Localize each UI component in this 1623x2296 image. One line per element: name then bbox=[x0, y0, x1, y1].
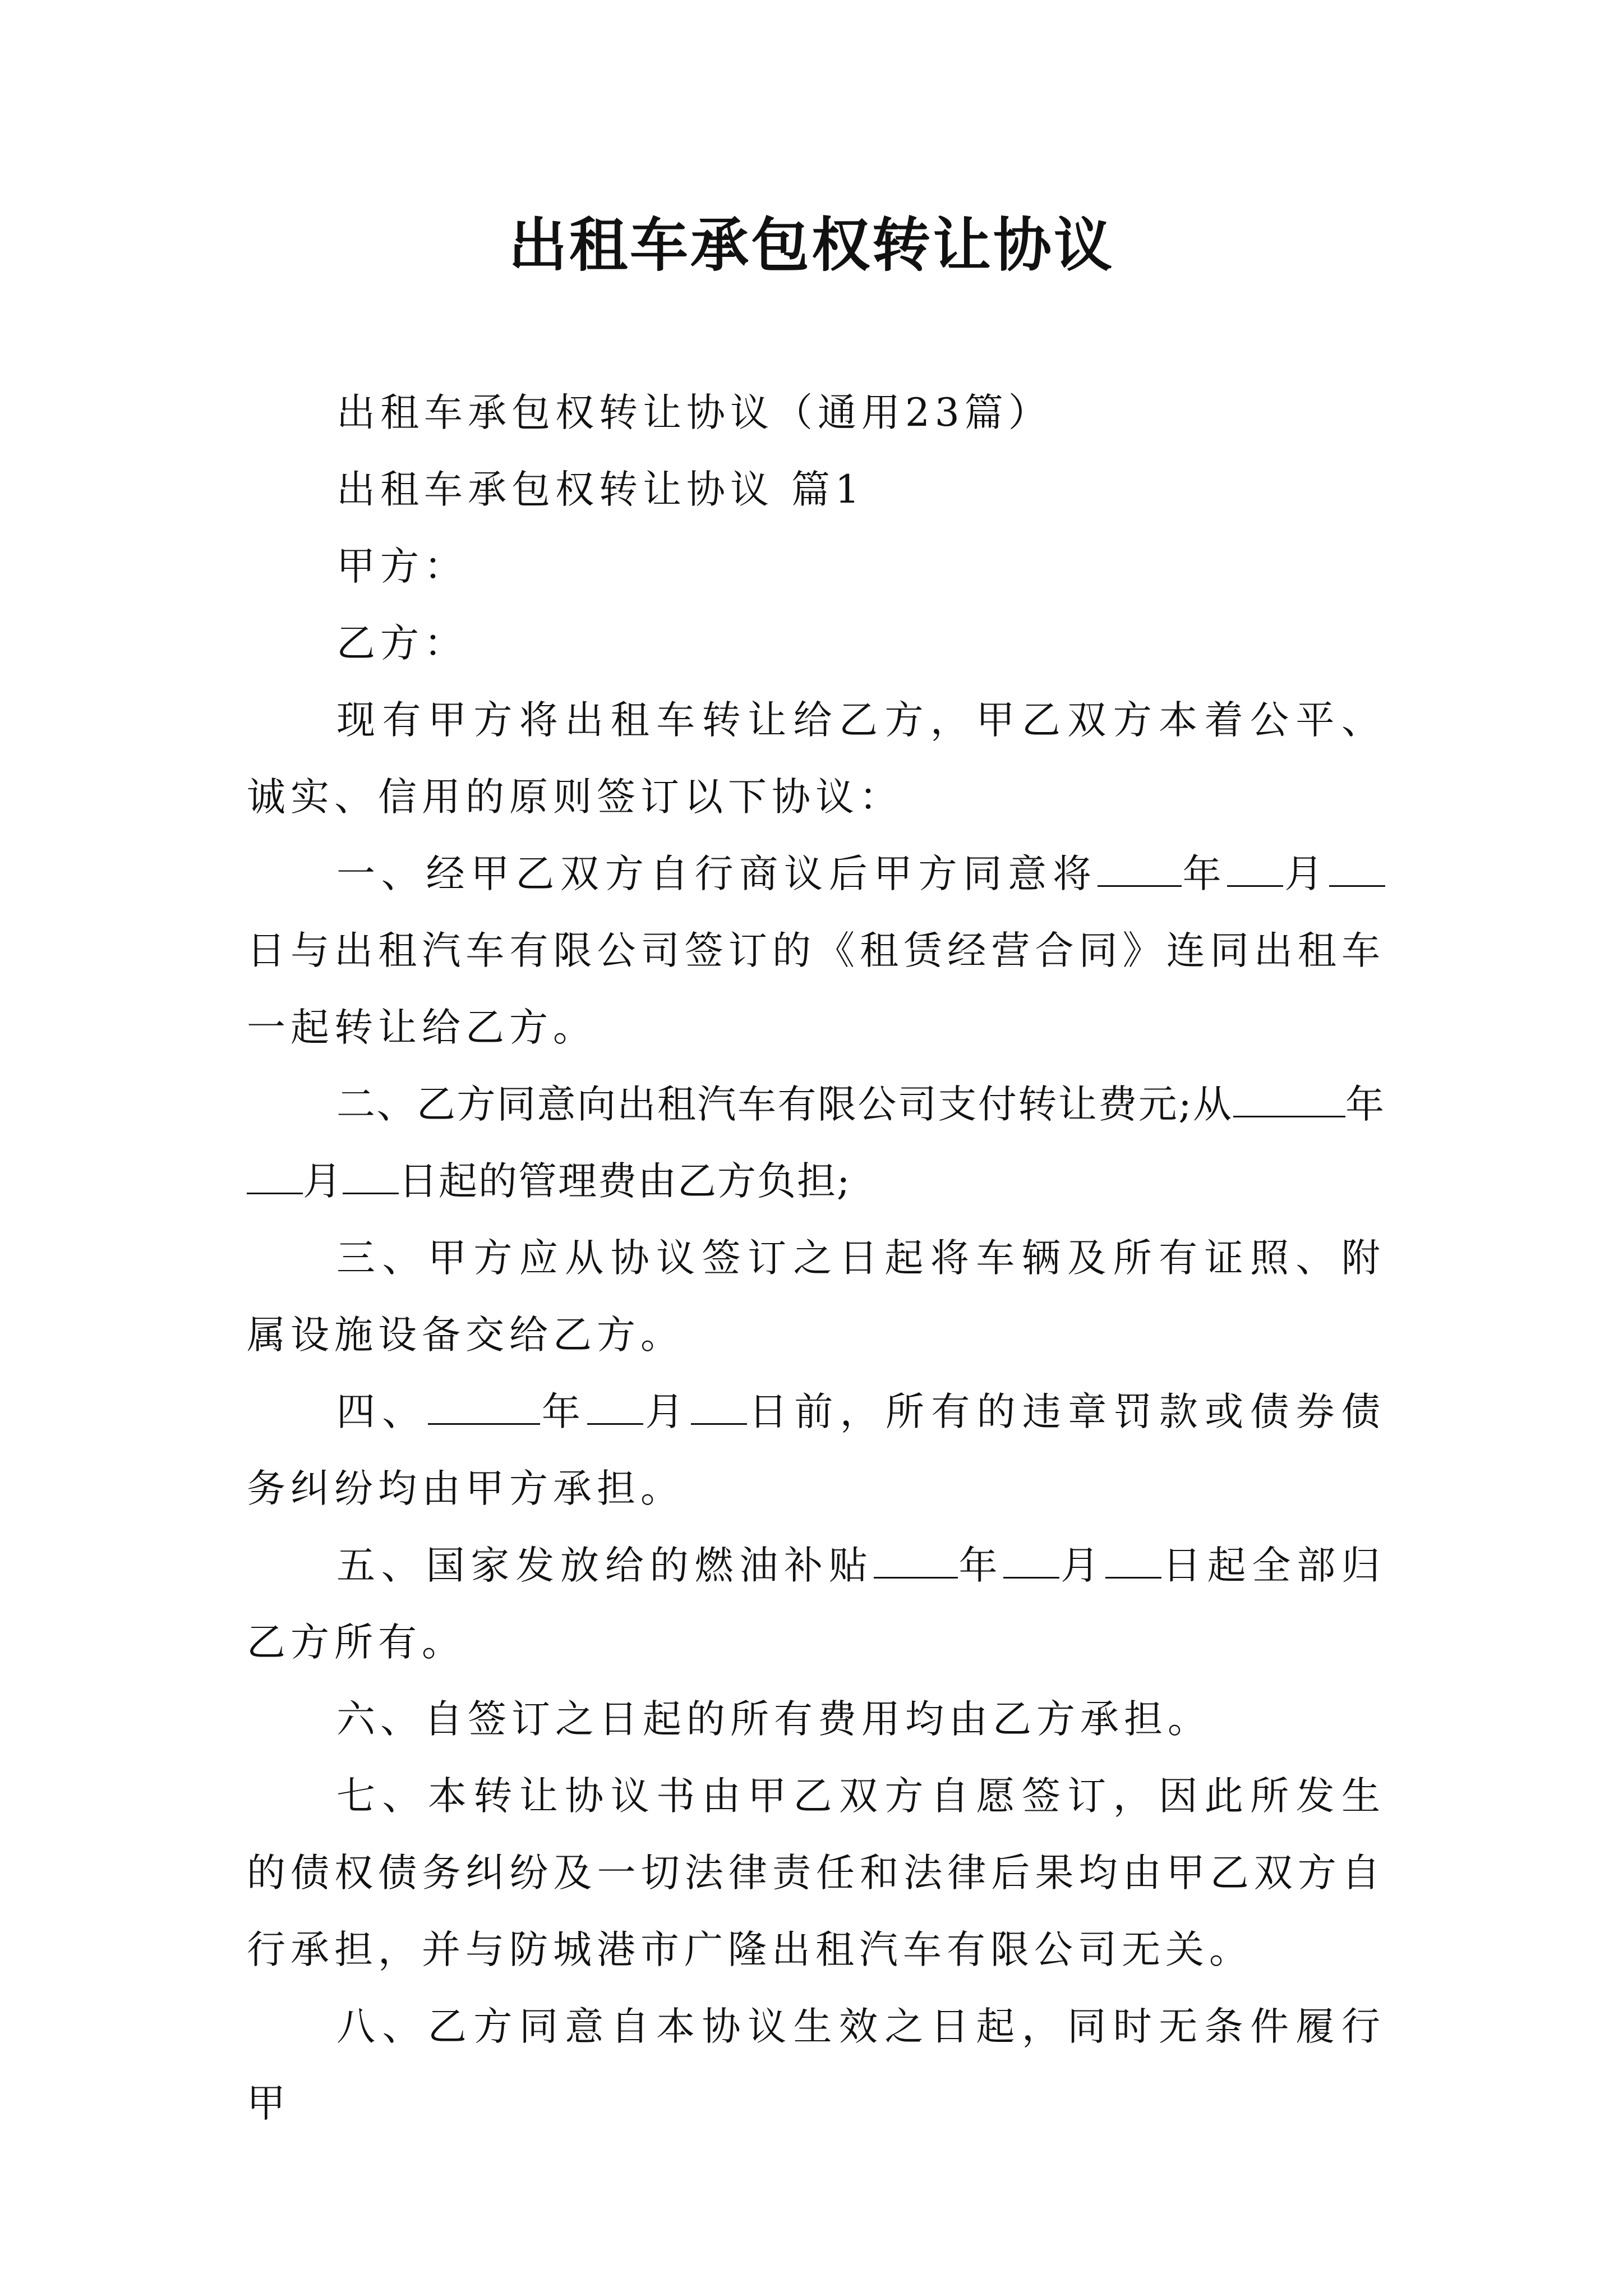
clause-4 bbox=[247, 1374, 1385, 1527]
clause-4-text-a: 四、 bbox=[336, 1389, 428, 1434]
clause-3: 三、甲方应从协议签订之日起将车辆及所有证照、附属设施设备交给乙方。 bbox=[247, 1236, 1385, 1358]
year-blank bbox=[874, 1542, 958, 1579]
clause-5-text-a: 五、国家发放给的燃油补贴 bbox=[336, 1543, 874, 1588]
document-body bbox=[247, 375, 1385, 2142]
day-blank bbox=[1105, 1542, 1161, 1579]
clause-4-year-label: 年 bbox=[540, 1389, 588, 1434]
month-blank bbox=[1227, 850, 1283, 887]
clause-2-year-label: 年 bbox=[1345, 1082, 1386, 1127]
clause-2 bbox=[247, 1066, 1385, 1220]
document-title: 出租车承包权转让协议 bbox=[508, 210, 1114, 279]
clause-1 bbox=[247, 836, 1385, 1066]
clause-2-text-a: 二、乙方同意向出租汽车有限公司支付转让费元;从 bbox=[336, 1082, 1233, 1127]
clause-5 bbox=[247, 1527, 1385, 1681]
section-heading: 出租车承包权转让协议 篇1 bbox=[336, 467, 865, 512]
clause-2-month-label: 月 bbox=[303, 1159, 343, 1204]
clause-6: 六、自签订之日起的所有费用均由乙方承担。 bbox=[336, 1697, 1211, 1742]
intro-paragraph: 现有甲方将出租车转让给乙方，甲乙双方本着公平、诚实、信用的原则签订以下协议： bbox=[247, 698, 1385, 820]
day-blank bbox=[343, 1158, 399, 1194]
clause-1-text-a: 一、经甲乙双方自行商议后甲方同意将 bbox=[336, 852, 1098, 896]
clause-1-year-label: 年 bbox=[1181, 852, 1228, 896]
clause-1-month-label: 月 bbox=[1283, 852, 1330, 896]
day-blank bbox=[1329, 850, 1385, 887]
clause-5-month-label: 月 bbox=[1059, 1543, 1105, 1588]
clause-8: 八、乙方同意自本协议生效之日起，同时无条件履行甲 bbox=[247, 2004, 1385, 2126]
clause-5-text-d: 日起全部归乙方所有。 bbox=[247, 1543, 1386, 1665]
clause-2-text-d: 日起的管理费由乙方负担; bbox=[399, 1159, 851, 1204]
year-blank bbox=[428, 1388, 540, 1425]
clause-4-month-label: 月 bbox=[643, 1389, 691, 1434]
party-b-line: 乙方： bbox=[336, 621, 468, 666]
year-blank bbox=[1098, 850, 1182, 887]
clause-1-text-d: 日与出租汽车有限公司签订的《租赁经营合同》连同出租车一起转让给乙方。 bbox=[247, 928, 1385, 1050]
clause-7: 七、本转让协议书由甲乙双方自愿签订，因此所发生的债权债务纠纷及一切法律责任和法律后果均由甲乙双方自行承担，并与防城港市广隆出租汽车有限公司无关。 bbox=[247, 1774, 1385, 1972]
month-blank bbox=[1003, 1542, 1059, 1579]
clause-5-year-label: 年 bbox=[957, 1543, 1004, 1588]
clause-4-text-d: 日前，所有的违章罚款或债券债务纠纷均由甲方承担。 bbox=[247, 1389, 1386, 1511]
year-blank bbox=[1233, 1081, 1345, 1117]
day-blank bbox=[691, 1388, 747, 1425]
month-blank bbox=[247, 1158, 303, 1194]
party-a-line: 甲方： bbox=[336, 544, 468, 589]
month-blank bbox=[587, 1388, 643, 1425]
document-subtitle: 出租车承包权转让协议（通用23篇） bbox=[336, 390, 1052, 435]
